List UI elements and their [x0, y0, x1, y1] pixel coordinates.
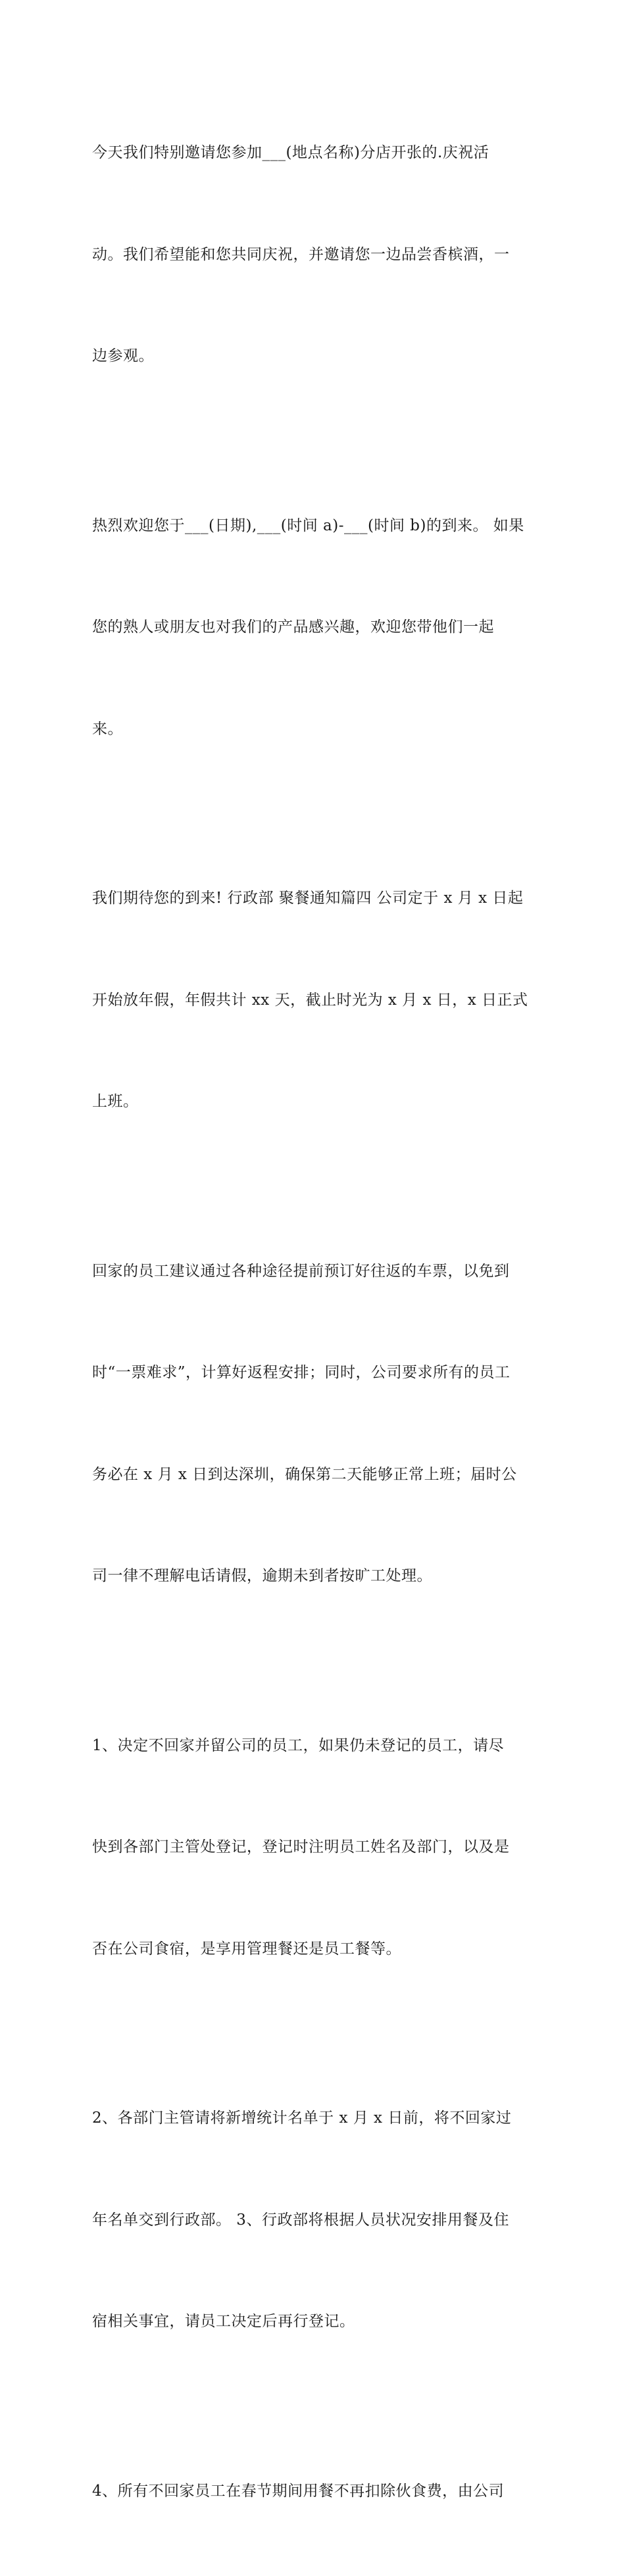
text-line: 上班。	[92, 1085, 539, 1119]
text-line: 快到各部门主管处登记，登记时注明员工姓名及部门，以及是	[92, 1831, 539, 1865]
text-line: 否在公司食宿，是享用管理餐还是员工餐等。	[92, 1932, 539, 1967]
list-item-4	[92, 2407, 539, 2576]
text-line: 司一律不理解电话请假，逾期未到者按旷工处理。	[92, 1559, 539, 1594]
document-body	[92, 68, 539, 2576]
text-line: 您的熟人或朋友也对我们的产品感兴趣，欢迎您带他们一起	[92, 611, 539, 645]
text-line: 4、所有不回家员工在春节期间用餐不再扣除伙食费，由公司	[92, 2475, 539, 2509]
text-line: 来。	[92, 713, 539, 747]
text-line: 开始放年假，年假共计 xx 天，截止时光为 x 月 x 日，x 日正式	[92, 984, 539, 1018]
text-line: 时“一票难求”，计算好返程安排；同时，公司要求所有的员工	[92, 1356, 539, 1390]
document-page	[0, 0, 625, 809]
text-line: 我们期待您的到来! 行政部 聚餐通知篇四 公司定于 x 月 x 日起	[92, 882, 539, 916]
text-line: 动。我们希望能和您共同庆祝，并邀请您一边品尝香槟酒，一	[92, 238, 539, 272]
text-line: 年名单交到行政部。 3、行政部将根据人员状况安排用餐及住	[92, 2204, 539, 2238]
text-line: 1、决定不回家并留公司的员工，如果仍未登记的员工，请尽	[92, 1729, 539, 1763]
paragraph-holiday-notice	[92, 814, 539, 1187]
paragraph-welcome	[92, 442, 539, 815]
text-line: 热烈欢迎您于___(日期),___(时间 a)-___(时间 b)的到来。 如果	[92, 509, 539, 543]
text-line: 务必在 x 月 x 日到达深圳，确保第二天能够正常上班；届时公	[92, 1458, 539, 1492]
text-line: 2、各部门主管请将新增统计名单于 x 月 x 日前，将不回家过	[92, 2102, 539, 2136]
paragraph-return-travel	[92, 1187, 539, 1661]
list-item-1	[92, 1661, 539, 2034]
text-line: 边参观。	[92, 340, 539, 374]
list-item-2-3	[92, 2034, 539, 2407]
text-line: 今天我们特别邀请您参加___(地点名称)分店开张的.庆祝活	[92, 136, 539, 170]
text-line: 宿相关事宜，请员工决定后再行登记。	[92, 2305, 539, 2339]
paragraph-invitation	[92, 68, 539, 442]
text-line: 回家的员工建议通过各种途径提前预订好往返的车票，以免到	[92, 1255, 539, 1289]
